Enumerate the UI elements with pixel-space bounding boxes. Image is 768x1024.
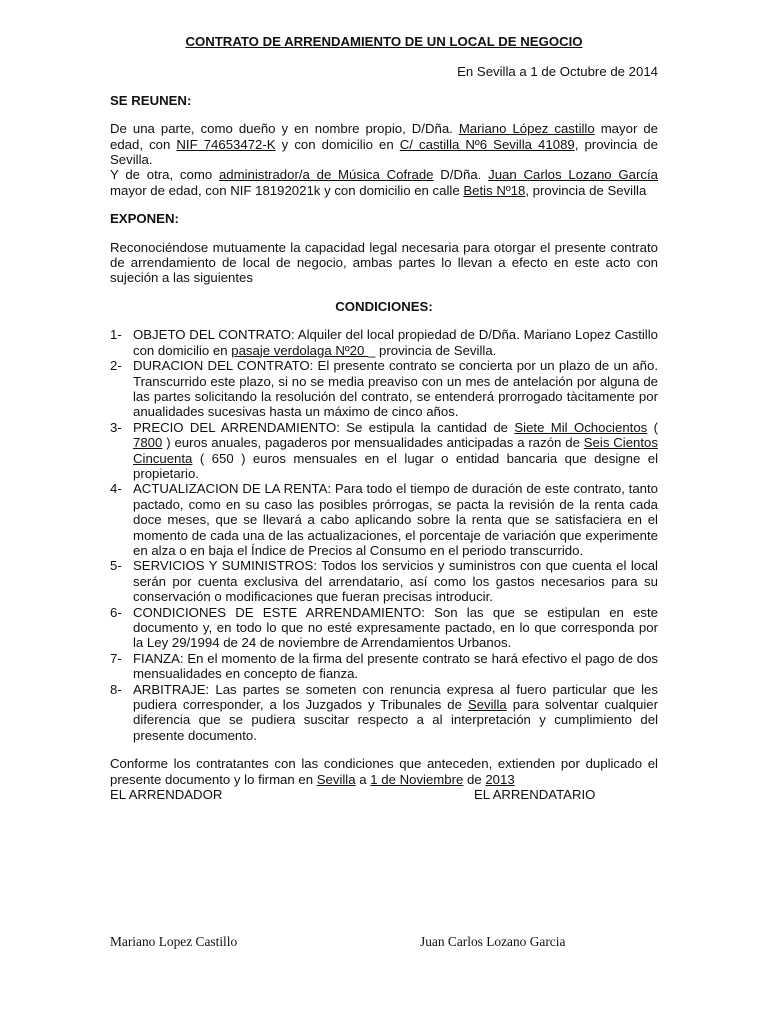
condition-item	[110, 327, 658, 358]
text: ARBITRAJE: Las partes se someten con renuncia expresa al fuero particular que les pudiera corresponder, a los Juzgados y Tribunales de	[133, 681, 658, 713]
condition-number: 3-	[110, 419, 122, 435]
annual-amount: 7800	[133, 435, 163, 451]
document-title: CONTRATO DE ARRENDAMIENTO DE UN LOCAL DE NEGOCIO	[185, 34, 583, 49]
exponen-text: Reconociéndose mutuamente la capacidad legal necesaria para otorgar el presente contrato de arrendamiento de local de negocio, ambas partes lo llevan a efecto en este acto con sujeción a las siguientes	[110, 239, 658, 286]
condition-text: SERVICIOS Y SUMINISTROS: Todos los servicios y suministros con que cuenta el local serán por cuenta exclusiva del arrendatario, así como los gastos necesarios para su conservación o modificaciones que fueran precisas introducir.	[133, 558, 658, 605]
condition-item	[110, 481, 658, 558]
conditions-list	[110, 327, 658, 743]
condition-number: 8-	[110, 681, 122, 697]
condition-number: 7-	[110, 650, 122, 666]
condition-text: FIANZA: En el momento de la firma del presente contrato se hará efectivo el pago de dos mensualidades en concepto de fianza.	[133, 650, 658, 682]
owner-address: C/ castilla Nº6 Sevilla 41089	[399, 136, 575, 152]
condition-text	[133, 682, 658, 744]
text: Conforme los contratantes con las condiciones que anteceden, extienden por duplicado el presente documento y lo firman en	[110, 756, 658, 787]
document-page	[110, 34, 658, 802]
tenant-name: Juan Carlos Lozano García	[488, 167, 658, 183]
tenant-address: Betis Nº18	[463, 182, 526, 198]
text: ( 650 ) euros mensuales en el lugar o entidad bancaria que designe el propietario.	[133, 450, 658, 481]
condition-item	[110, 682, 658, 744]
condition-number: 6-	[110, 604, 122, 620]
condition-text	[133, 420, 658, 482]
reunen-party-one	[110, 121, 658, 167]
annual-amount-words: Siete Mil Ochocientos	[514, 419, 648, 435]
reunen-heading: SE REUNEN:	[110, 92, 192, 108]
text: , provincia de Sevilla.	[110, 136, 658, 168]
text: OBJETO DEL CONTRATO: Alquiler del local propiedad de D/Dña. Mariano Lopez Castillo con domicilio en	[133, 327, 658, 358]
tenant-signature-name: Juan Carlos Lozano Garcia	[420, 934, 566, 949]
arrendador-label: EL ARRENDADOR	[110, 787, 223, 803]
exponen-heading: EXPONEN:	[110, 211, 179, 227]
text: de	[463, 771, 486, 787]
text: a	[355, 771, 371, 787]
text: ) euros anuales, pagaderos por mensualidades anticipadas a razón de	[162, 435, 584, 451]
closing-text	[110, 756, 658, 787]
text: mayor de edad, con NIF 18192021k y con domicilio en calle	[110, 182, 464, 198]
condiciones-heading: CONDICIONES:	[335, 298, 433, 314]
jurisdiction-city: Sevilla	[467, 697, 507, 713]
condition-text: ACTUALIZACION DE LA RENTA: Para todo el tiempo de duración de este contrato, tanto pactado, como en su caso las posibles prórrogas, se pacta la revisión de la renta cada doce meses, que se llevará a cabo aplicando sobre la renta que se satisfaciera en el momento de cada una de las actualizaciones, el porcentaje de variación que experimente en alza o en baja el Índice de Precios al Consumo en el periodo transcurrido.	[133, 481, 658, 558]
monthly-amount-words: Seis Cientos Cincuenta	[133, 435, 658, 466]
text: , provincia de Sevilla	[525, 182, 647, 198]
signatory-labels	[110, 787, 658, 802]
condition-text	[133, 327, 658, 358]
condition-item	[110, 558, 658, 604]
reunen-party-two	[110, 167, 658, 198]
signing-city: Sevilla	[316, 771, 356, 787]
text: (	[647, 419, 658, 435]
text: PRECIO DEL ARRENDAMIENTO: Se estipula la cantidad de	[133, 419, 515, 435]
text: _ provincia de Sevilla.	[368, 342, 497, 358]
condition-number: 5-	[110, 558, 122, 574]
condition-text: CONDICIONES DE ESTE ARRENDAMIENTO: Son las que se estipulan en este documento y, en todo lo que no esté expresamente pactado, en lo que corresponda por la Ley 29/1994 de 24 de noviembre de Arrendamientos Urbanos.	[133, 604, 658, 651]
arrendatario-label: EL ARRENDATARIO	[474, 787, 596, 803]
condition-item	[110, 420, 658, 482]
tenant-role: administrador/a de Música Cofrade	[218, 167, 434, 183]
signing-day-month: 1 de Noviembre	[370, 771, 464, 787]
owner-nif: NIF 74653472-K	[176, 136, 276, 152]
text: para solventar cualquier diferencia que se pudiera suscitar respecto a al interpretación y cumplimiento del presente documento.	[133, 697, 658, 743]
condition-number: 4-	[110, 481, 122, 497]
owner-name: Mariano López castillo	[458, 121, 595, 137]
condition-number: 1-	[110, 327, 122, 343]
signing-year: 2013	[485, 771, 515, 787]
condition-text: DURACION DEL CONTRATO: El presente contrato se concierta por un plazo de un año. Transcurrido este plazo, si no se media preaviso con un mes de antelación por alguna de las partes solicitando la resolución del contrato, se entenderá prorrogado tàcitamente por anualidades sucesivas hasta un máximo de cinco años.	[133, 358, 658, 420]
local-address: pasaje verdolaga Nº20	[231, 342, 369, 358]
landlord-signature-name: Mariano Lopez Castillo	[110, 934, 238, 949]
text: Y de otra, como	[110, 167, 219, 183]
text: mayor de edad, con	[110, 121, 659, 152]
condition-item	[110, 605, 658, 651]
place-date: En Sevilla a 1 de Octubre de 2014	[457, 64, 658, 80]
text: De una parte, como dueño y en nombre propio, D/Dña.	[110, 121, 459, 137]
condition-item	[110, 651, 658, 682]
text: y con domicilio en	[275, 136, 400, 152]
condition-item	[110, 358, 658, 420]
signature-names	[110, 934, 658, 950]
condition-number: 2-	[110, 358, 122, 374]
text: D/Dña.	[433, 167, 489, 183]
